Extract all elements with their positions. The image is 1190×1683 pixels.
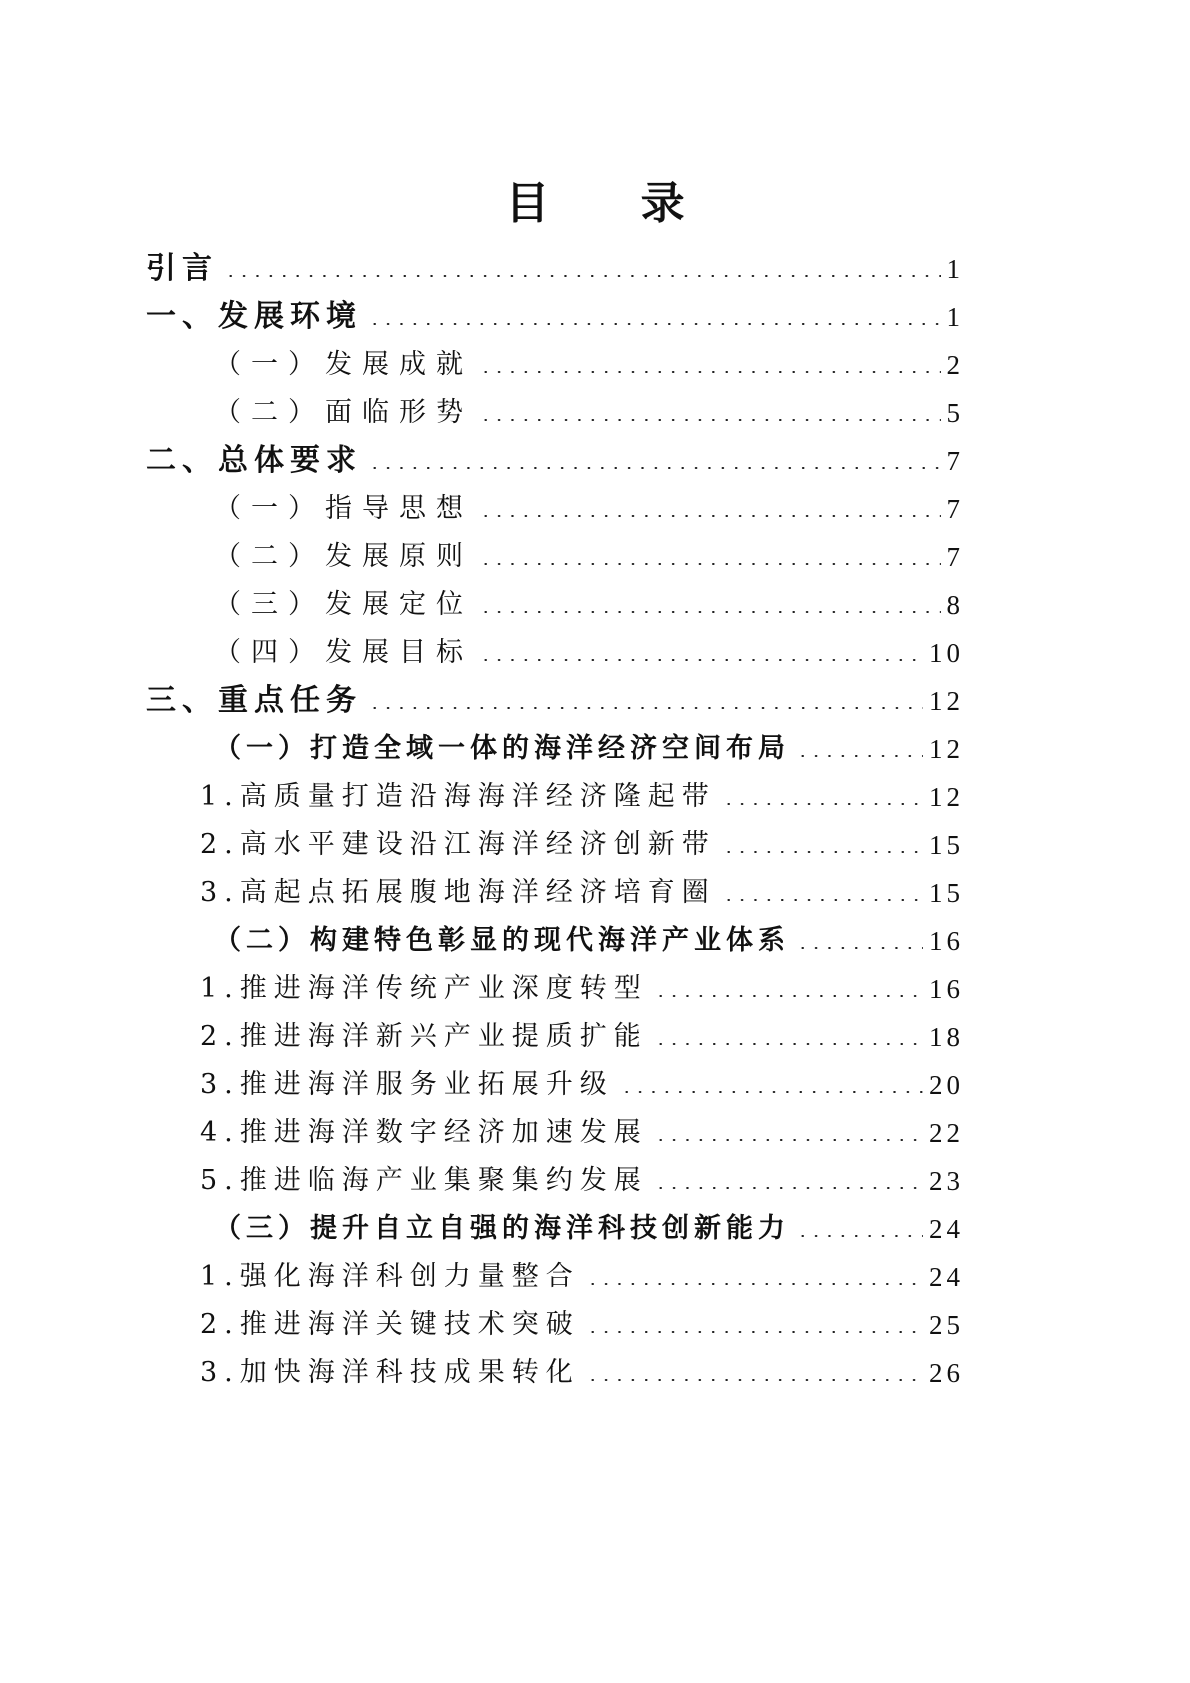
toc-entry-label: 3.推进海洋服务业拓展升级 <box>200 1069 614 1100</box>
toc-entry[interactable] <box>146 238 964 286</box>
toc-entry[interactable] <box>214 1198 964 1246</box>
toc-entry-page: 16 <box>929 974 964 1004</box>
dot-leader <box>722 899 923 901</box>
dot-leader <box>796 1235 923 1237</box>
toc-entry[interactable] <box>200 1006 964 1054</box>
toc-entry-page: 12 <box>929 782 964 812</box>
toc-entry[interactable] <box>200 1102 964 1150</box>
dot-leader <box>654 1043 923 1045</box>
toc-entry[interactable] <box>200 814 964 862</box>
toc-entry-page: 18 <box>929 1022 964 1052</box>
toc-entry-label: （三）提升自立自强的海洋科技创新能力 <box>214 1213 790 1244</box>
toc-entry-label: 一、发展环境 <box>146 299 362 334</box>
dot-leader <box>722 803 923 805</box>
toc-entry[interactable] <box>200 958 964 1006</box>
toc-entry-page: 20 <box>929 1070 964 1100</box>
toc-entry-page: 26 <box>929 1358 964 1388</box>
toc-entry[interactable] <box>200 1294 964 1342</box>
dot-leader <box>479 611 941 613</box>
dot-leader <box>479 371 941 373</box>
toc-entry[interactable] <box>214 382 964 430</box>
toc-entry[interactable] <box>146 430 964 478</box>
toc-entry-page: 7 <box>946 542 964 572</box>
toc-entry-page: 7 <box>946 446 964 476</box>
toc-entry-page: 10 <box>929 638 964 668</box>
dot-leader <box>586 1331 923 1333</box>
toc-entry-page: 12 <box>929 734 964 764</box>
toc-entry-label: （二）发展原则 <box>214 541 473 572</box>
toc-entry[interactable] <box>146 670 964 718</box>
toc-entry-label: 二、总体要求 <box>146 443 362 478</box>
dot-leader <box>479 419 941 421</box>
toc-entry-label: 2.推进海洋关键技术突破 <box>200 1309 580 1340</box>
toc-entry-label: 3.加快海洋科技成果转化 <box>200 1357 580 1388</box>
toc-entry[interactable] <box>200 1150 964 1198</box>
toc-entry-page: 16 <box>929 926 964 956</box>
dot-leader <box>368 323 941 325</box>
toc-entry-label: （四）发展目标 <box>214 637 473 668</box>
toc-entry[interactable] <box>200 862 964 910</box>
dot-leader <box>796 755 923 757</box>
dot-leader <box>479 563 941 565</box>
toc-entry-page: 2 <box>946 350 964 380</box>
toc-entry[interactable] <box>214 718 964 766</box>
toc-entry-page: 15 <box>929 878 964 908</box>
toc-entry[interactable] <box>214 526 964 574</box>
toc-entry-label: 引言 <box>146 251 218 286</box>
dot-leader <box>654 1139 923 1141</box>
toc-entry-label: 三、重点任务 <box>146 683 362 718</box>
toc-entry-page: 25 <box>929 1310 964 1340</box>
toc-entry-label: （二）构建特色彰显的现代海洋产业体系 <box>214 925 790 956</box>
toc-entry-page: 15 <box>929 830 964 860</box>
toc-entry-page: 1 <box>946 254 964 284</box>
page-title: 目 录 <box>505 178 723 229</box>
dot-leader <box>479 515 941 517</box>
toc-entry-page: 5 <box>946 398 964 428</box>
toc-entry-page: 22 <box>929 1118 964 1148</box>
toc-entry[interactable] <box>214 910 964 958</box>
dot-leader <box>368 707 923 709</box>
toc-entry-label: 1.强化海洋科创力量整合 <box>200 1261 580 1292</box>
toc-entry[interactable] <box>146 286 964 334</box>
toc-entry-label: 5.推进临海产业集聚集约发展 <box>200 1165 648 1196</box>
toc-entry-page: 7 <box>946 494 964 524</box>
toc-entry-label: 2.高水平建设沿江海洋经济创新带 <box>200 829 716 860</box>
toc-entry-label: （二）面临形势 <box>214 397 473 428</box>
toc-entry[interactable] <box>200 1246 964 1294</box>
toc-entry-page: 12 <box>929 686 964 716</box>
toc-entry-label: （一）发展成就 <box>214 349 473 380</box>
dot-leader <box>586 1283 923 1285</box>
dot-leader <box>620 1091 923 1093</box>
toc-entry-label: 1.高质量打造沿海海洋经济隆起带 <box>200 781 716 812</box>
toc-entry[interactable] <box>214 574 964 622</box>
dot-leader <box>796 947 923 949</box>
toc-entry[interactable] <box>214 334 964 382</box>
toc-entry-label: 3.高起点拓展腹地海洋经济培育圈 <box>200 877 716 908</box>
toc-entry-page: 24 <box>929 1262 964 1292</box>
toc-entry-label: （三）发展定位 <box>214 589 473 620</box>
toc-entry[interactable] <box>214 478 964 526</box>
toc-entry-label: 1.推进海洋传统产业深度转型 <box>200 973 648 1004</box>
toc-entry-page: 8 <box>946 590 964 620</box>
toc-entry-label: （一）指导思想 <box>214 493 473 524</box>
toc-entry-label: （一）打造全域一体的海洋经济空间布局 <box>214 733 790 764</box>
toc-entry-page: 24 <box>929 1214 964 1244</box>
dot-leader <box>479 659 923 661</box>
toc-entry-page: 1 <box>946 302 964 332</box>
dot-leader <box>654 1187 923 1189</box>
toc-entry[interactable] <box>200 1054 964 1102</box>
dot-leader <box>368 467 941 469</box>
toc-entry-label: 2.推进海洋新兴产业提质扩能 <box>200 1021 648 1052</box>
toc-entry[interactable] <box>214 622 964 670</box>
dot-leader <box>654 995 923 997</box>
dot-leader <box>722 851 923 853</box>
toc-entry-page: 23 <box>929 1166 964 1196</box>
toc-entry[interactable] <box>200 1342 964 1390</box>
dot-leader <box>224 275 941 277</box>
dot-leader <box>586 1379 923 1381</box>
toc-entry-label: 4.推进海洋数字经济加速发展 <box>200 1117 648 1148</box>
toc-entry[interactable] <box>200 766 964 814</box>
